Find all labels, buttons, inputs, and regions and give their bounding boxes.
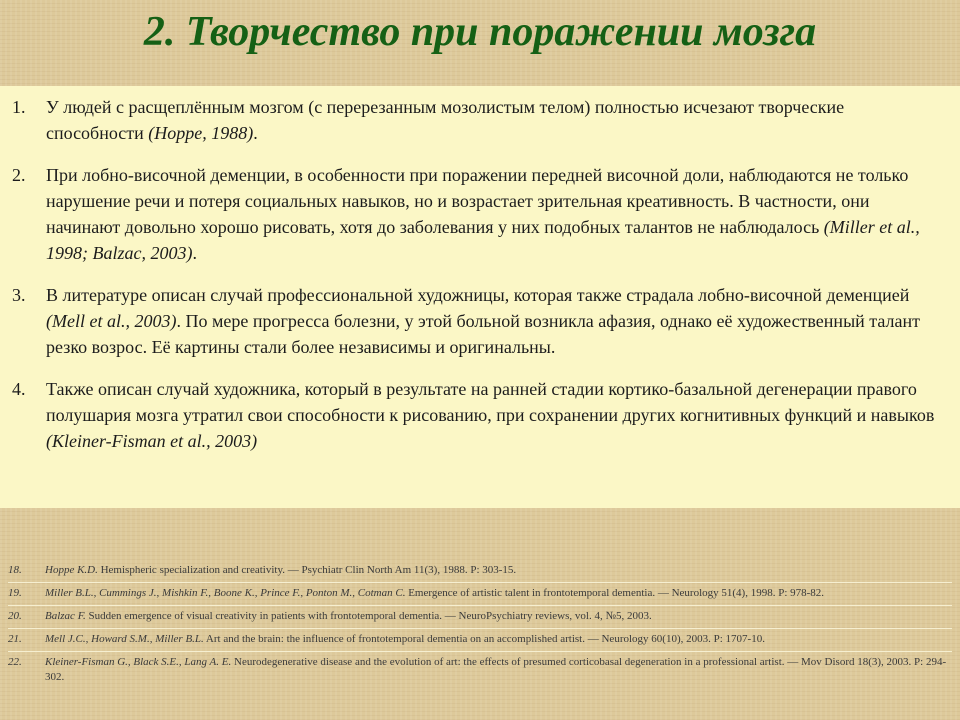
reference-number: 21. [8,633,22,645]
reference-number: 20. [8,610,22,622]
slide-title: 2. Творчество при поражении мозга [143,9,817,55]
reference-authors: Miller B.L., Cummings J., Mishkin F., Boone K., Prince F., Ponton M., Cotman C. [45,587,406,599]
reference-number: 19. [8,587,22,599]
reference-text: Miller B.L., Cummings J., Mishkin F., Boone K., Prince F., Ponton M., Cotman C. Emergence of artistic talent in frontotemporal dementia. — Neurology 51(4), 1998. P: 978-82. [45,587,825,599]
reference-text: Mell J.C., Howard S.M., Miller B.L. Art and the brain: the influence of frontotemporal dementia on an accomplished artist. — Neurology 60(10), 2003. P: 1707-10. [45,633,765,645]
reference-authors: Kleiner-Fisman G., Black S.E., Lang A. E. [45,656,232,668]
list-item [12,162,946,266]
list-item-text: Также описан случай художника, который в результате на ранней стадии кортико-базальной дегенерации правого полушария мозга утратил свои способности к рисованию, при сохранении других когнитивных функций и навыков (Kleiner-Fisman et al., 2003) [46,379,935,451]
list-item [12,376,946,454]
content-panel [0,86,960,508]
reference-text: Hoppe K.D. Hemispheric specialization and creativity. — Psychiatr Clin North Am 11(3), 1988. P: 303-15. [45,564,517,576]
list-item-text: При лобно-височной деменции, в особенности при поражении передней височной доли, наблюдаются не только нарушение речи и потеря социальных навыков, но и возрастает зрительная креативность. В частности, они начинают довольно хорошо рисовать, хотя до заболевания у них подобных талантов не наблюдалось (Miller et al., 1998; Balzac, 2003). [46,165,920,263]
reference-item [8,560,952,583]
citation: (Miller et al., 1998; Balzac, 2003) [46,217,920,263]
list-item [12,94,946,146]
list-item-text: У людей с расщеплённым мозгом (с перерезанным мозолистым телом) полностью исчезают творческие способности (Hoppe, 1988). [46,97,845,143]
citation: (Kleiner-Fisman et al., 2003) [46,431,258,451]
reference-item [8,629,952,652]
reference-number: 22. [8,656,22,668]
reference-item [8,652,952,689]
list-item-number: 2. [12,165,26,185]
reference-text: Balzac F. Sudden emergence of visual creativity in patients with frontotemporal dementia. — NeuroPsychiatry reviews, vol. 4, №5, 2003. [45,610,652,622]
reference-item [8,606,952,629]
citation: (Mell et al., 2003) [46,311,177,331]
list-item-number: 1. [12,97,26,117]
reference-number: 18. [8,564,22,576]
list-item [12,282,946,360]
list-item-text: В литературе описан случай профессиональной художницы, которая также страдала лобно-височной деменцией (Mell et al., 2003). По мере прогресса болезни, у этой больной возникла афазия, однако её художественный талант резко возрос. Её картины стали более независимы и оригинальны. [46,285,920,357]
list-item-number: 3. [12,285,26,305]
list-item-number: 4. [12,379,26,399]
citation: (Hoppe, 1988) [148,123,254,143]
reference-authors: Mell J.C., Howard S.M., Miller B.L. [45,633,204,645]
references-list [8,560,952,689]
reference-authors: Balzac F. [45,610,86,622]
reference-text: Kleiner-Fisman G., Black S.E., Lang A. E. Neurodegenerative disease and the evolution of art: the effects of presumed corticobasal degeneration in a professional artist. — Mov Disord 18(3), 2003. P: 294-302. [45,656,947,683]
reference-item [8,583,952,606]
reference-authors: Hoppe K.D. [45,564,98,576]
